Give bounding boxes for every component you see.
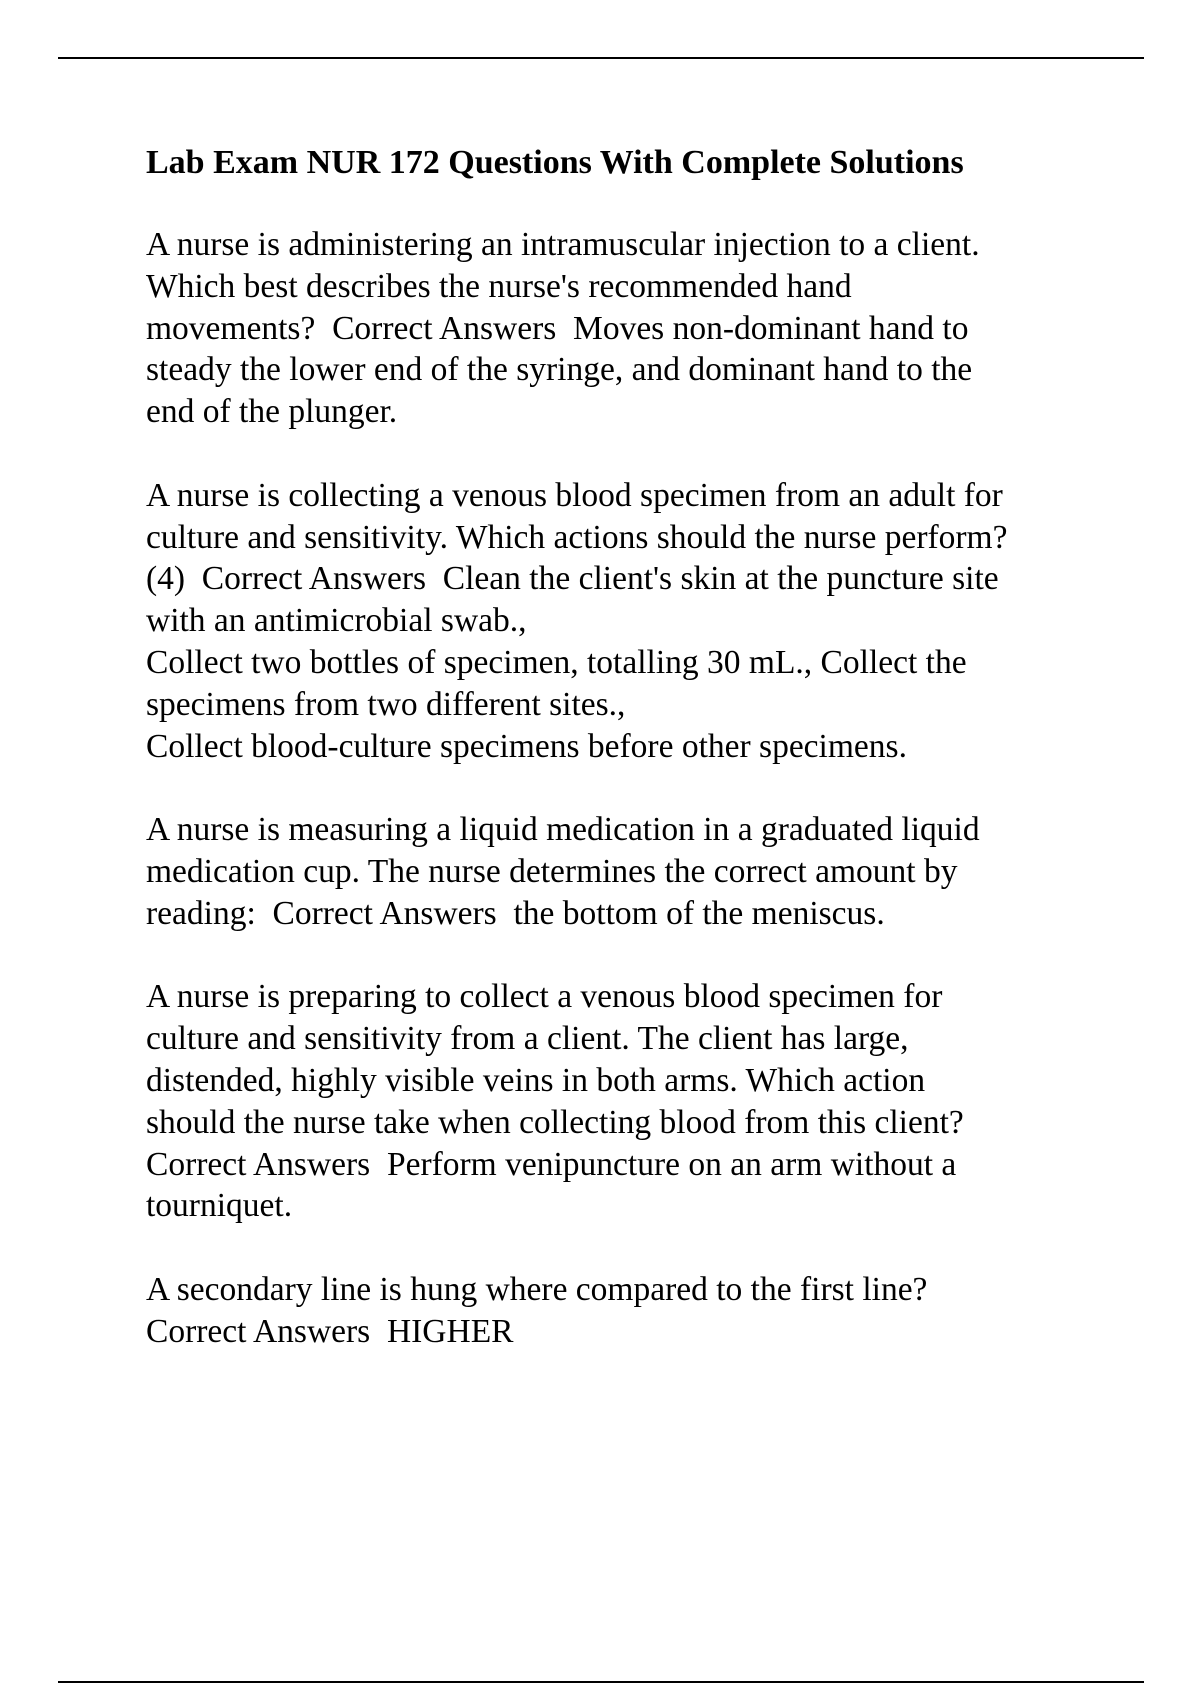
qa-line: end of the plunger. xyxy=(146,393,398,431)
qa-line: with an antimicrobial swab., xyxy=(146,602,527,640)
qa-line: Correct Answers HIGHER xyxy=(146,1312,514,1350)
qa-line: medication cup. The nurse determines the correct amount by xyxy=(146,852,958,890)
document-title: Lab Exam NUR 172 Questions With Complete Solutions xyxy=(146,144,964,181)
qa-line: Correct Answers Perform venipuncture on an arm without a xyxy=(146,1145,957,1183)
qa-line: A nurse is measuring a liquid medication in a graduated liquid xyxy=(146,811,980,849)
bottom-divider xyxy=(58,1681,1144,1683)
qa-entry-2 xyxy=(146,475,1106,768)
qa-line: culture and sensitivity. Which actions should the nurse perform? xyxy=(146,518,1008,556)
qa-line: steady the lower end of the syringe, and dominant hand to the xyxy=(146,351,973,389)
qa-line: Collect blood-culture specimens before other specimens. xyxy=(146,727,907,765)
qa-entry-1 xyxy=(146,224,1106,433)
qa-line: reading: Correct Answers the bottom of the meniscus. xyxy=(146,894,885,932)
qa-line: specimens from two different sites., xyxy=(146,685,626,723)
qa-line: Which best describes the nurse's recommended hand xyxy=(146,267,852,305)
qa-line: (4) Correct Answers Clean the client's skin at the puncture site xyxy=(146,560,999,598)
qa-line: movements? Correct Answers Moves non-dominant hand to xyxy=(146,309,969,347)
qa-entry-3 xyxy=(146,809,1106,934)
qa-line: A secondary line is hung where compared to the first line? xyxy=(146,1270,928,1308)
qa-line: culture and sensitivity from a client. The client has large, xyxy=(146,1020,909,1058)
top-divider xyxy=(58,57,1144,59)
qa-line: Collect two bottles of specimen, totalling 30 mL., Collect the xyxy=(146,643,967,681)
document-body xyxy=(146,142,1106,1394)
qa-line: should the nurse take when collecting blood from this client? xyxy=(146,1103,964,1141)
qa-line: tourniquet. xyxy=(146,1187,293,1225)
qa-line: A nurse is administering an intramuscular injection to a client. xyxy=(146,226,980,263)
qa-entry-5 xyxy=(146,1269,1106,1353)
qa-entry-4 xyxy=(146,976,1106,1227)
qa-line: A nurse is preparing to collect a venous blood specimen for xyxy=(146,978,943,1016)
qa-line: distended, highly visible veins in both arms. Which action xyxy=(146,1061,926,1099)
qa-line: A nurse is collecting a venous blood specimen from an adult for xyxy=(146,476,1003,514)
